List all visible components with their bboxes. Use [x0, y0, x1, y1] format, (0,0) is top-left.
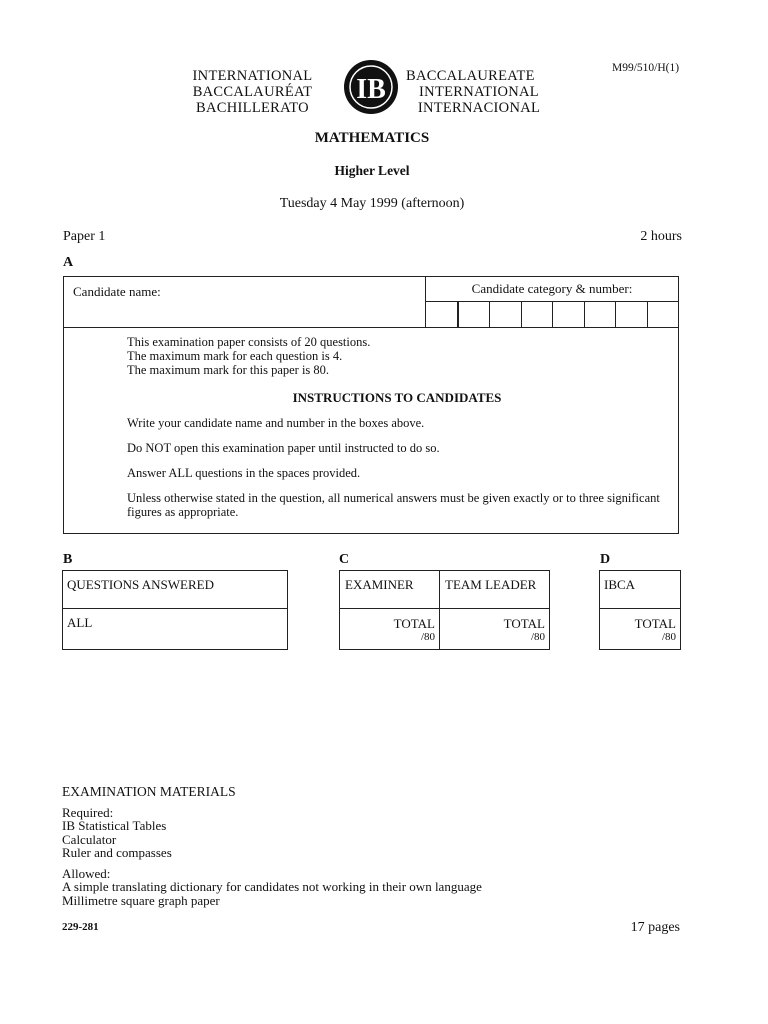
candidate-category-label: Candidate category & number:	[426, 277, 678, 302]
candidate-name-label: Candidate name:	[73, 284, 161, 299]
instructions-block	[127, 335, 667, 519]
instruction-item: Answer ALL questions in the spaces provided.	[127, 466, 361, 480]
digit-box[interactable]	[522, 301, 554, 327]
digit-box[interactable]	[616, 301, 648, 327]
info-line: This examination paper consists of 20 questions.	[127, 335, 371, 349]
digit-box[interactable]	[553, 301, 585, 327]
required-label: Required:	[62, 804, 114, 820]
section-a-box	[63, 276, 679, 534]
header-line: BACCALAURÉAT	[192, 84, 313, 100]
section-b-label: B	[63, 552, 73, 567]
total-max: /80	[661, 631, 676, 643]
info-line: The maximum mark for each question is 4.	[127, 349, 343, 363]
digit-box[interactable]	[490, 301, 522, 327]
total-label: TOTAL	[634, 616, 676, 631]
required-item: IB Statistical Tables	[62, 818, 167, 833]
ib-logo-text: IB	[356, 74, 386, 105]
paper-number: Paper 1	[63, 229, 106, 244]
header-line: INTERNACIONAL	[417, 100, 541, 116]
ib-name-right	[404, 68, 569, 116]
instruction-item: Write your candidate name and number in the boxes above.	[127, 416, 425, 430]
footer-code: 229-281	[62, 921, 99, 933]
section-c-label: C	[339, 552, 350, 567]
examiner-header: EXAMINER	[340, 571, 440, 609]
instruction-item: Unless otherwise stated in the question, all numerical answers must be given exactly or to three significant figures as appropriate.	[127, 491, 660, 519]
section-d-label: D	[600, 552, 611, 567]
total-label: TOTAL	[393, 616, 435, 631]
total-max: /80	[530, 631, 545, 643]
ibca-table	[599, 570, 681, 650]
candidate-number-boxes	[426, 301, 678, 327]
ib-logo-icon	[342, 58, 400, 116]
candidate-name-field[interactable]	[64, 277, 426, 327]
team-leader-total-cell[interactable]	[440, 609, 549, 649]
questions-answered-value: ALL	[67, 615, 93, 630]
digit-box[interactable]	[459, 301, 491, 327]
total-max: /80	[420, 631, 435, 643]
questions-answered-header: QUESTIONS ANSWERED	[63, 571, 287, 609]
ibca-header: IBCA	[600, 571, 680, 609]
section-a-label: A	[63, 255, 74, 270]
instruction-item: Do NOT open this examination paper until instructed to do so.	[127, 441, 440, 455]
required-item: Ruler and compasses	[62, 845, 172, 860]
questions-answered-table	[62, 570, 288, 650]
examiner-total-cell[interactable]	[340, 609, 440, 649]
allowed-item: A simple translating dictionary for candidates not working in their own language	[62, 879, 482, 894]
examiner-table	[339, 570, 550, 650]
header-line: BACHILLERATO	[196, 100, 309, 116]
allowed-item: Millimetre square graph paper	[62, 892, 220, 908]
required-item: Calculator	[62, 831, 117, 847]
digit-box[interactable]	[426, 301, 459, 327]
header-line: INTERNATIONAL	[419, 84, 539, 100]
materials-title: EXAMINATION MATERIALS	[62, 784, 236, 799]
header-line: BACCALAUREATE	[406, 68, 535, 84]
candidate-category-field	[426, 277, 678, 327]
candidate-row	[64, 277, 678, 328]
team-leader-header: TEAM LEADER	[440, 571, 549, 609]
total-label: TOTAL	[503, 616, 545, 631]
level-title: Higher Level	[334, 163, 410, 178]
digit-box[interactable]	[648, 301, 679, 327]
examination-materials	[62, 785, 482, 907]
duration: 2 hours	[640, 229, 682, 244]
header-line: INTERNATIONAL	[192, 68, 313, 84]
exam-date: Tuesday 4 May 1999 (afternoon)	[279, 196, 465, 211]
page-count: 17 pages	[630, 920, 680, 935]
ibca-total-cell[interactable]	[600, 609, 680, 649]
paper-code: M99/510/H(1)	[612, 62, 680, 74]
instructions-title: INSTRUCTIONS TO CANDIDATES	[292, 390, 502, 405]
ib-name-left	[170, 68, 335, 116]
subject-title: MATHEMATICS	[314, 130, 430, 146]
allowed-label: Allowed:	[62, 865, 111, 881]
digit-box[interactable]	[585, 301, 617, 327]
info-line: The maximum mark for this paper is 80.	[127, 363, 330, 377]
